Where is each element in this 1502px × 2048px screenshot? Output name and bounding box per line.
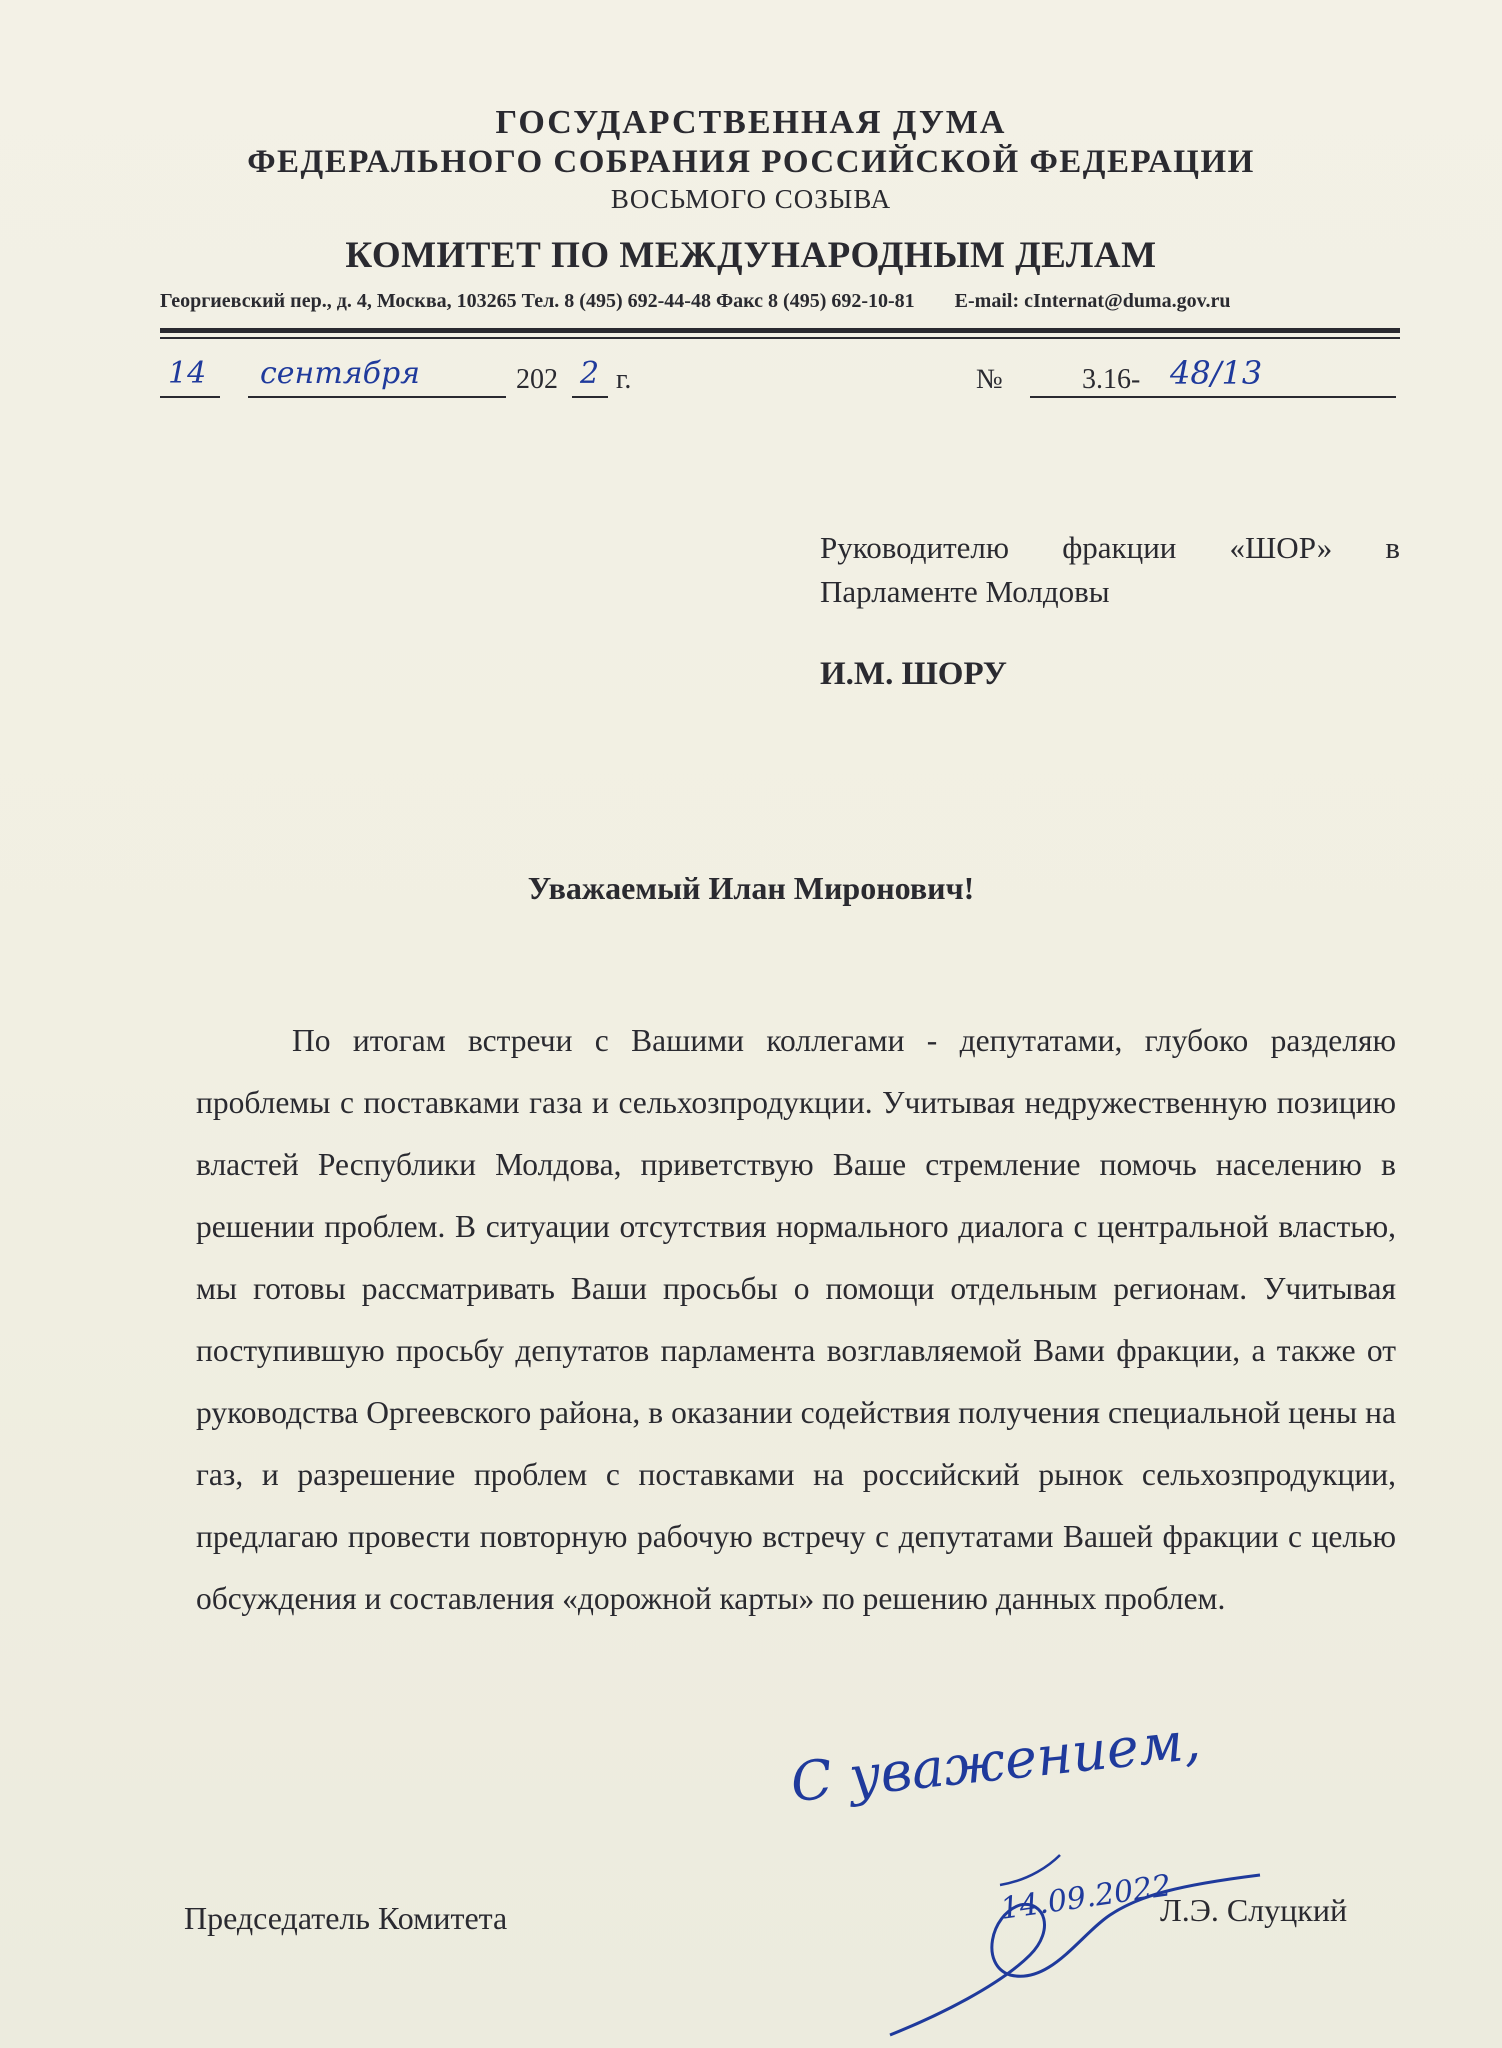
date-month: сентября — [260, 356, 421, 391]
date-year-suffix: 2 — [580, 356, 600, 391]
header-line-3: ВОСЬМОГО СОЗЫВА — [610, 184, 892, 214]
date-day-underline — [160, 396, 220, 398]
committee-title: КОМИТЕТ ПО МЕЖДУНАРОДНЫМ ДЕЛАМ — [345, 235, 1157, 276]
email-text: E-mail: cInternat@duma.gov.ru — [954, 290, 1231, 312]
reference-underline — [1030, 396, 1396, 398]
reference-label: № — [976, 364, 1003, 395]
address-text: Георгиевский пер., д. 4, Москва, 103265 Тел. 8 (495) 692-44-48 Факс 8 (495) 692-10-81 — [160, 290, 915, 312]
committee-address — [160, 290, 1380, 313]
date-year-prefix: 202 — [516, 364, 558, 395]
header-line-1: ГОСУДАРСТВЕННАЯ ДУМА — [495, 104, 1007, 141]
date-year-underline — [572, 396, 608, 398]
date-year-unit: г. — [616, 364, 632, 395]
signatory-name: Л.Э. Слуцкий — [1160, 1892, 1348, 1928]
signature-scribble — [880, 1845, 1300, 2045]
header-rule-thin — [160, 337, 1400, 339]
header-line-2: ФЕДЕРАЛЬНОГО СОБРАНИЯ РОССИЙСКОЙ ФЕДЕРАЦИИ — [247, 144, 1255, 180]
handwritten-closing: С уважением, — [787, 1708, 1204, 1815]
letter-body: По итогам встречи с Вашими коллегами - депутатами, глубоко разделяю проблемы с поставками газа и сельхозпродукции. Учитывая недружественную позицию властей Республики Молдова, приветствую Ваше стремление помочь населению в решении проблем. В ситуации отсутствия нормального диалога с центральной властью, мы готовы рассматривать Ваши просьбы о помощи отдельным регионам. Учитывая поступившую просьбу депутатов парламента возглавляемой Вами фракции, а также от руководства Оргеевского района, в оказании содействия получения специальной цены на газ, и разрешение проблем с поставками на российский рынок сельхозпродукции, предлагаю провести повторную рабочую встречу с депутатами Вашей фракции с целью обсуждения и составления «дорожной карты» по решению данных проблем. — [196, 1023, 1396, 1616]
reference-handwritten: 48/13 — [1170, 354, 1263, 392]
greeting: Уважаемый Илан Миронович! — [527, 870, 975, 906]
addressee-name: И.М. ШОРУ — [820, 656, 1008, 692]
addressee-position: Руководителю фракции «ШОР» в Парламенте Молдовы — [820, 530, 1400, 609]
handwritten-signature-date: 14.09.2022 — [998, 1868, 1174, 1927]
date-month-underline — [248, 396, 506, 398]
signatory-title: Председатель Комитета — [184, 1900, 508, 1936]
date-day: 14 — [168, 356, 207, 391]
reference-code: 3.16- — [1082, 364, 1141, 395]
header-rule-thick — [160, 328, 1400, 333]
